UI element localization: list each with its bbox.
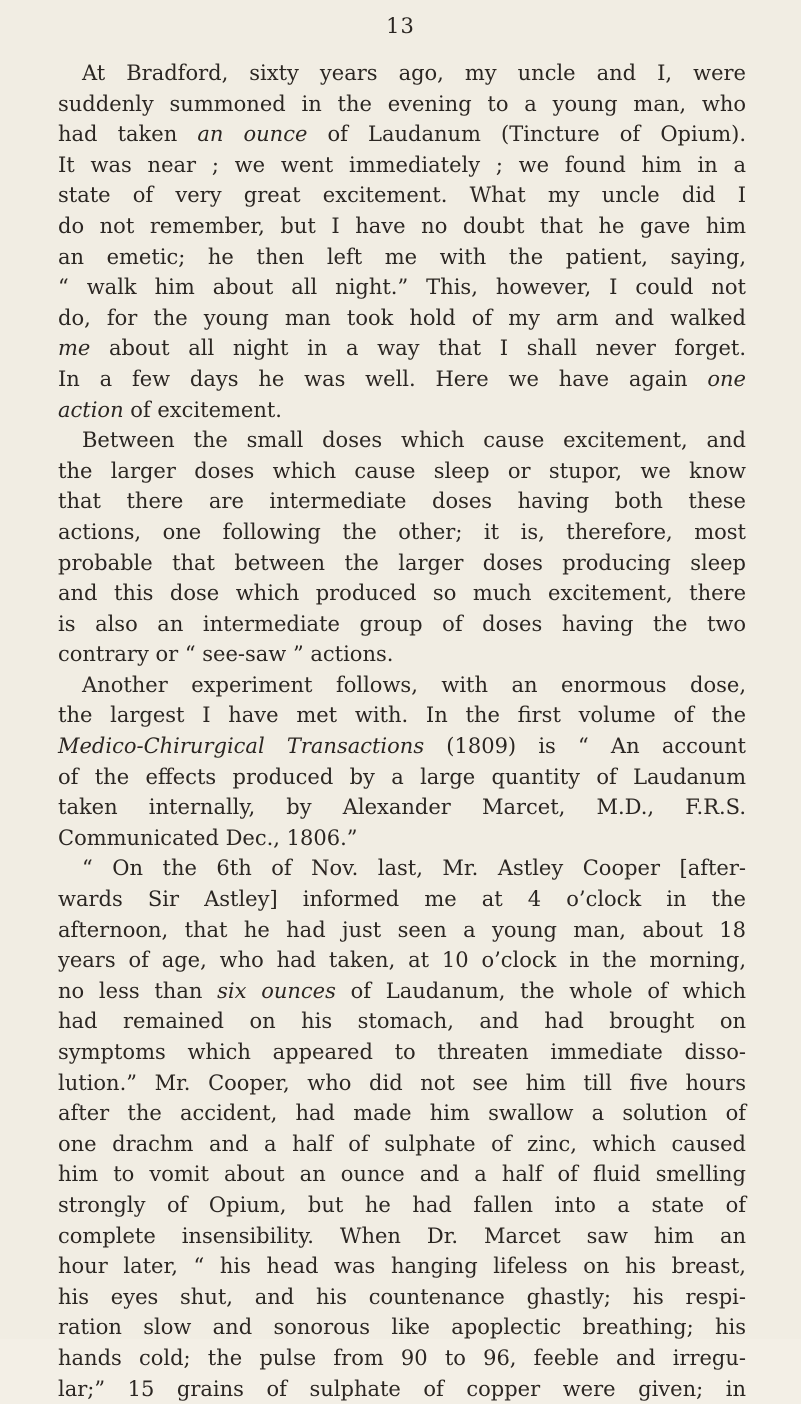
text-line — [58, 456, 746, 487]
text-segment: the larger doses which cause sleep or stupor, we know — [58, 458, 746, 483]
text-segment: after the accident, had made him swallow a solution of — [58, 1101, 746, 1126]
text-line — [58, 150, 746, 181]
text-line — [58, 548, 746, 579]
text-line — [58, 976, 746, 1007]
text-line — [58, 364, 746, 395]
text-line — [58, 578, 746, 609]
text-segment: state of very great excitement. What my uncle did I — [58, 183, 746, 208]
text-segment: taken internally, by Alexander Marcet, M.D., F.R.S. — [58, 795, 746, 820]
text-segment: symptoms which appeared to threaten immediate disso- — [58, 1040, 746, 1064]
text-line — [58, 303, 746, 334]
text-segment: probable that between the larger doses producing sleep — [58, 550, 746, 575]
text-line — [58, 1282, 746, 1313]
text-segment: of excitement. — [123, 397, 282, 422]
text-segment: one drachm and a half of sulphate of zinc, which caused — [58, 1131, 746, 1156]
text-segment: actions, one following the other; it is, therefore, most — [58, 519, 746, 544]
text-line — [58, 1312, 746, 1343]
text-segment: ration slow and sonorous like apoplectic breathing; his — [58, 1315, 746, 1340]
text-line — [58, 945, 746, 976]
text-segment: had remained on his stomach, and had brought on — [58, 1009, 746, 1034]
text-line — [58, 915, 746, 946]
text-line — [58, 639, 746, 670]
text-line — [58, 1006, 746, 1037]
text-line — [58, 119, 746, 150]
text-segment: contrary or “ see-saw ” actions. — [58, 642, 394, 667]
text-line — [58, 395, 746, 426]
body-text — [58, 58, 746, 1404]
text-segment: an emetic; he then left me with the patient, saying, — [58, 244, 746, 269]
text-line — [58, 1037, 746, 1068]
text-line — [58, 1159, 746, 1190]
text-segment: strongly of Opium, but he had fallen into a state of — [58, 1192, 746, 1217]
text-segment: him to vomit about an ounce and a half of fluid smelling — [58, 1162, 746, 1187]
text-segment: of the effects produced by a large quantity of Laudanum — [58, 764, 746, 789]
italic-text: six ounces — [217, 978, 336, 1003]
page-number: 13 — [386, 14, 415, 38]
text-line — [58, 1374, 746, 1404]
text-line — [58, 1129, 746, 1160]
text-line — [58, 609, 746, 640]
text-line — [58, 853, 746, 884]
text-segment: (1809) is “ An account — [424, 734, 746, 759]
text-segment: that there are intermediate doses having both these — [58, 489, 746, 514]
text-line — [58, 762, 746, 793]
text-segment: Another experiment follows, with an enormous dose, — [82, 672, 746, 697]
text-segment: his eyes shut, and his countenance ghastly; his respi- — [58, 1284, 746, 1309]
italic-text: an ounce — [197, 122, 308, 147]
text-segment: had taken — [58, 122, 198, 147]
text-segment: afternoon, that he had just seen a young man, about 18 — [58, 917, 746, 942]
text-segment: years of age, who had taken, at 10 o’clock in the morning, — [58, 948, 746, 973]
text-line — [58, 1098, 746, 1129]
text-line — [58, 333, 746, 364]
text-segment: hour later, “ his head was hanging lifeless on his breast, — [58, 1254, 746, 1279]
text-line — [58, 89, 746, 120]
text-segment: In a few days he was well. Here we have again — [58, 366, 708, 391]
text-segment: suddenly summoned in the evening to a young man, who — [58, 91, 746, 116]
text-segment: hands cold; the pulse from 90 to 96, feeble and irregu- — [58, 1345, 746, 1370]
text-line — [58, 1251, 746, 1282]
text-segment: lution.” Mr. Cooper, who did not see him till five hours — [58, 1070, 746, 1095]
text-segment: of Laudanum (Tincture of Opium). — [307, 122, 746, 147]
text-line — [58, 1343, 746, 1374]
text-line — [58, 211, 746, 242]
text-segment: do, for the young man took hold of my arm and walked — [58, 305, 746, 330]
text-segment: complete insensibility. When Dr. Marcet saw him an — [58, 1223, 746, 1248]
text-line — [58, 1221, 746, 1252]
text-line — [58, 700, 746, 731]
text-line — [58, 884, 746, 915]
text-line — [58, 486, 746, 517]
text-segment: Between the small doses which cause excitement, and — [82, 428, 746, 453]
text-segment: the largest I have met with. In the first volume of the — [58, 703, 746, 728]
text-segment: “ walk him about all night.” This, however, I could not — [58, 275, 746, 300]
text-line — [58, 425, 746, 456]
text-line — [58, 517, 746, 548]
text-line — [58, 58, 746, 89]
text-line — [58, 1190, 746, 1221]
text-line — [58, 670, 746, 701]
text-segment: and this dose which produced so much excitement, there — [58, 581, 746, 606]
italic-text: one — [707, 366, 746, 391]
italic-text: action — [58, 397, 124, 422]
text-line — [58, 823, 746, 854]
text-line — [58, 1068, 746, 1099]
italic-text: Medico-Chirurgical Transactions — [58, 734, 425, 759]
text-line — [58, 242, 746, 273]
text-segment: lar;” 15 grains of sulphate of copper were given; in — [58, 1376, 746, 1401]
italic-text: me — [58, 336, 91, 361]
text-segment: At Bradford, sixty years ago, my uncle and I, were — [82, 61, 746, 85]
text-segment: do not remember, but I have no doubt that he gave him — [58, 213, 746, 238]
text-line — [58, 180, 746, 211]
text-segment: no less than — [58, 978, 218, 1003]
text-segment: of Laudanum, the whole of which — [335, 978, 747, 1003]
text-segment: wards Sir Astley] informed me at 4 o’clock in the — [58, 887, 746, 912]
text-segment: It was near ; we went immediately ; we found him in a — [58, 152, 746, 177]
text-segment: “ On the 6th of Nov. last, Mr. Astley Cooper [after- — [82, 856, 746, 881]
text-line — [58, 792, 746, 823]
text-segment: about all night in a way that I shall never forget. — [90, 336, 746, 361]
text-segment: Communicated Dec., 1806.” — [58, 825, 358, 850]
text-line — [58, 731, 746, 762]
text-line — [58, 272, 746, 303]
text-segment: is also an intermediate group of doses having the two — [58, 611, 746, 636]
